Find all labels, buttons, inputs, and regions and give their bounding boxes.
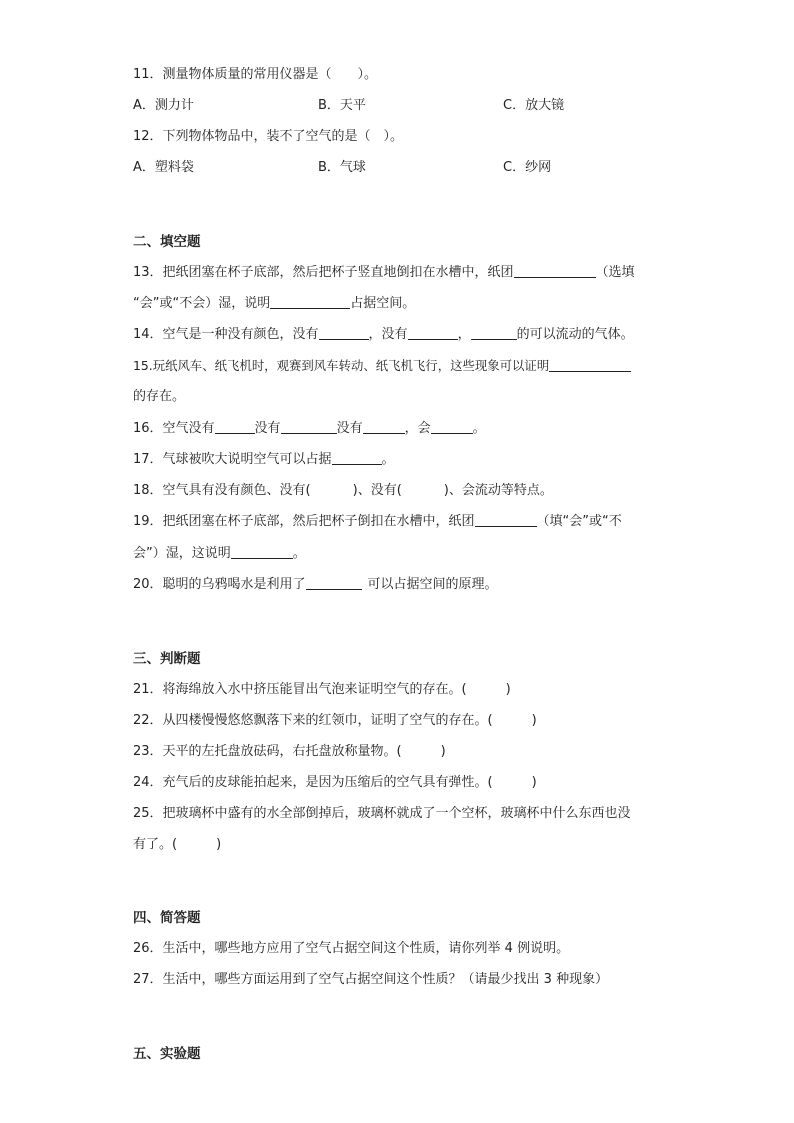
answer-blank[interactable] [475, 513, 537, 527]
question-25: 25．把玻璃杯中盛有的水全部倒掉后，玻璃杯就成了一个空杯，玻璃杯中什么东西也没 [133, 806, 631, 821]
question-14 [133, 326, 634, 344]
q13-text-3: “会”或“不会）湿，说明 [133, 296, 271, 311]
question-26: 26．生活中，哪些地方应用了空气占据空间这个性质，请你列举 4 例说明。 [133, 941, 570, 956]
answer-blank[interactable] [270, 295, 350, 309]
question-22: 22．从四楼慢慢悠悠飘落下来的红领巾，证明了空气的存在。( ) [133, 713, 537, 728]
answer-blank[interactable] [332, 451, 382, 465]
question-11: 11．测量物体质量的常用仪器是（ ）。 [133, 67, 378, 82]
question-19-cont [133, 545, 306, 563]
q14-text-1: 14．空气是一种没有颜色，没有 [133, 327, 319, 342]
q15-text-1: 15.玩纸风车、纸飞机时，观赛到风车转动、纸飞机飞行，这些现象可以证明 [133, 358, 550, 373]
q20-text-1: 20．聪明的乌鸦喝水是利用了 [133, 577, 306, 592]
q16-text-1: 16．空气没有 [133, 421, 215, 436]
section-heading-short-answer: 四、简答题 [133, 910, 201, 926]
q19-text-3: 会”）湿，这说明 [133, 546, 231, 561]
q16-text-2: 没有 [254, 421, 281, 436]
q12-option-c: C．纱网 [503, 160, 552, 175]
question-24: 24．充气后的皮球能拍起来，是因为压缩后的空气具有弹性。( ) [133, 775, 537, 790]
question-20 [133, 576, 498, 594]
question-27: 27．生活中，哪些方面运用到了空气占据空间这个性质？（请最少找出 3 种现象） [133, 972, 609, 987]
q13-text-1: 13．把纸团塞在杯子底部，然后把杯子竖直地倒扣在水槽中，纸团 [133, 265, 514, 280]
answer-blank[interactable] [231, 545, 293, 559]
question-15-cont: 的存在。 [133, 389, 186, 404]
section-heading-true-false: 三、判断题 [133, 651, 201, 667]
answer-blank[interactable] [408, 326, 458, 340]
answer-blank[interactable] [471, 326, 517, 340]
question-19 [133, 513, 622, 531]
q12-option-a: A．塑料袋 [133, 160, 194, 175]
answer-blank[interactable] [514, 264, 596, 278]
answer-blank[interactable] [363, 420, 405, 434]
q17-text-1: 17．气球被吹大说明空气可以占据 [133, 452, 332, 467]
section-heading-fill-blank: 二、填空题 [133, 234, 201, 250]
q20-text-2: 可以占据空间的原理。 [367, 577, 498, 592]
q16-text-3: 没有 [336, 421, 363, 436]
q16-text-4: ，会 [404, 421, 431, 436]
question-16 [133, 420, 486, 438]
answer-blank[interactable] [281, 420, 337, 434]
q14-text-3: ， [457, 327, 471, 342]
answer-blank[interactable] [431, 420, 473, 434]
section-heading-experiment: 五、实验题 [133, 1046, 201, 1062]
question-25-cont: 有了。( ) [133, 837, 222, 852]
q19-text-2: （填“会”或“不 [536, 514, 622, 529]
q13-text-2: （选填 [595, 265, 635, 280]
q14-text-4: 的可以流动的气体。 [516, 327, 634, 342]
question-15 [133, 357, 631, 375]
question-18 [133, 482, 553, 500]
q11-option-b: B．天平 [318, 98, 366, 113]
q18-text-3: )、会流动等特点。 [443, 483, 553, 498]
q18-text-2: )、没有( [352, 483, 402, 498]
question-17 [133, 451, 395, 469]
answer-blank[interactable] [215, 420, 255, 434]
q14-text-2: ，没有 [368, 327, 408, 342]
q11-option-c: C．放大镜 [503, 98, 565, 113]
q16-text-5: 。 [472, 421, 486, 436]
q13-text-4: 占据空间。 [350, 296, 416, 311]
question-21: 21．将海绵放入水中挤压能冒出气泡来证明空气的存在。( ) [133, 682, 511, 697]
q12-option-b: B．气球 [318, 160, 366, 175]
question-23: 23．天平的左托盘放砝码，右托盘放称量物。( ) [133, 744, 446, 759]
question-13 [133, 264, 635, 282]
question-12: 12．下列物体物品中，装不了空气的是（ ）。 [133, 129, 404, 144]
answer-blank[interactable] [319, 326, 369, 340]
question-13-cont [133, 295, 415, 313]
answer-blank[interactable] [549, 358, 631, 372]
q11-option-a: A．测力计 [133, 98, 194, 113]
q17-text-2: 。 [381, 452, 395, 467]
q19-text-1: 19．把纸团塞在杯子底部，然后把杯子倒扣在水槽中，纸团 [133, 514, 475, 529]
answer-blank[interactable] [306, 576, 362, 590]
q19-text-4: 。 [292, 546, 306, 561]
q18-text-1: 18．空气具有没有颜色、没有( [133, 483, 311, 498]
